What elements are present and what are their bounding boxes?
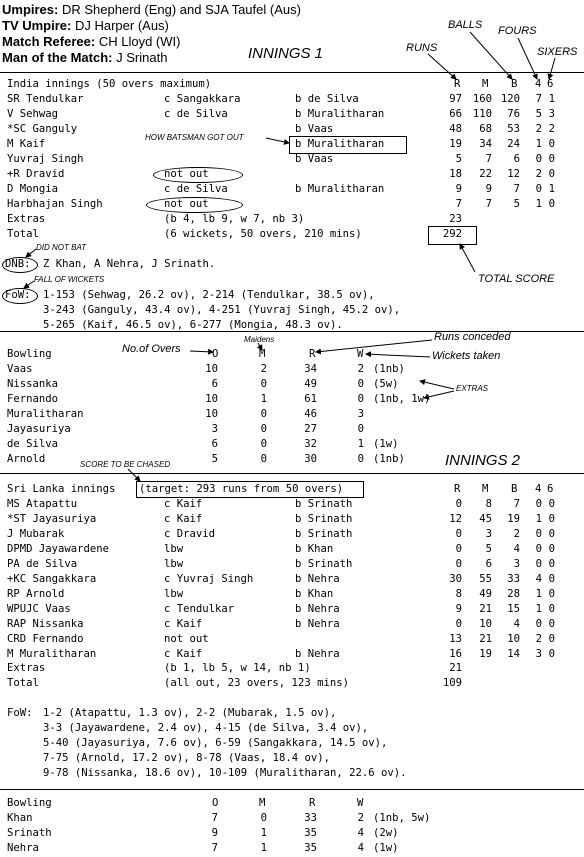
india-sixes: 0: [548, 138, 555, 150]
sl-balls: 2: [513, 528, 520, 540]
sl-bowling-runs: 49: [304, 378, 317, 390]
sl-minutes: 6: [485, 558, 492, 570]
sl-fow-line-4: 7-75 (Arnold, 17.2 ov), 8-78 (Vaas, 18.4 ov),: [43, 752, 331, 764]
balls-annotation: BALLS: [448, 19, 483, 31]
dnb-label: DNB:: [5, 258, 31, 270]
ind-bowling-runs: 35: [304, 842, 317, 854]
india-fours: 7: [535, 93, 542, 105]
maidens-annotation: Maidens: [244, 335, 275, 344]
sl-bowling-bowler-name: Arnold: [7, 453, 46, 465]
umpires-label: Umpires:: [2, 2, 59, 17]
dnb-arrow: [26, 249, 36, 257]
sl-bowling-extras: (5w): [373, 378, 399, 390]
sl-fours: 2: [535, 633, 542, 645]
sixers-arrow: [549, 58, 555, 79]
sl-sixes: 0: [548, 573, 555, 585]
no-of-overs-arrow: [190, 351, 213, 352]
sl-dismissal: c Tendulkar: [164, 603, 235, 615]
sl-bowling-runs: 30: [304, 453, 317, 465]
india-dismissal: c de Silva: [164, 108, 228, 120]
sl-dismissal: lbw: [164, 558, 184, 570]
india-minutes: 34: [479, 138, 492, 150]
sl-sixes: 0: [548, 588, 555, 600]
balls-arrow: [470, 32, 512, 79]
score-to-be-chased-annotation: SCORE TO BE CHASED: [80, 460, 171, 469]
india-runs: 48: [449, 123, 462, 135]
sl-fours: 3: [535, 648, 542, 660]
sl-dismissal: c Kaif: [164, 618, 203, 630]
sl-sixes: 0: [548, 648, 555, 660]
sl-bowler: b Khan: [295, 543, 334, 555]
sl-batsman-name: MS Atapattu: [7, 498, 78, 510]
india-fours: 0: [535, 183, 542, 195]
india-sixes: 0: [548, 168, 555, 180]
extras-arrow-2: [424, 391, 454, 398]
innings1-label: INNINGS 1: [248, 45, 324, 62]
sl-bowling-heading: Bowling: [7, 348, 52, 360]
india-fow-line-2: 3-243 (Ganguly, 43.4 ov), 4-251 (Yuvraj Singh, 45.2 ov),: [43, 304, 401, 316]
india-fow-line-1: 1-153 (Sehwag, 26.2 ov), 2-214 (Tendulkar, 38.5 ov),: [43, 289, 375, 301]
india-runs: 18: [449, 168, 462, 180]
sl-bowling-overs: 10: [205, 393, 218, 405]
sl-extras-label: Extras: [7, 662, 46, 674]
india-bowler: b Vaas: [295, 123, 334, 135]
india-total-label: Total: [7, 228, 39, 240]
sl-batsman-name: J Mubarak: [7, 528, 65, 540]
sl-extras-detail: (b 1, lb 5, w 14, nb 1): [164, 662, 311, 674]
sl-balls: 7: [513, 498, 520, 510]
india-dismissal: c de Silva: [164, 183, 228, 195]
sl-dismissal: c Kaif: [164, 513, 203, 525]
ind-bowling-overs: 9: [211, 827, 218, 839]
ind-bowling-bowler-name: Srinath: [7, 827, 52, 839]
sl-bowling-maidens: 0: [260, 423, 267, 435]
sl-bowling-overs: 5: [211, 453, 218, 465]
india-dismissal: not out: [164, 198, 209, 210]
ind-bowling-bowler-name: Nehra: [7, 842, 39, 854]
ind-bowling-col-r: R: [309, 797, 316, 809]
sl-bowling-runs: 34: [304, 363, 317, 375]
india-batsman-name: +R Dravid: [7, 168, 65, 180]
sl-col-m: M: [482, 483, 489, 495]
sl-batsman-name: M Muralitharan: [7, 648, 97, 660]
india-fours: 5: [535, 108, 542, 120]
india-minutes: 68: [479, 123, 492, 135]
sl-bowling-col-r: R: [309, 348, 316, 360]
india-balls: 76: [507, 108, 520, 120]
india-fours: 0: [535, 153, 542, 165]
india-extras-detail: (b 4, lb 9, w 7, nb 3): [164, 213, 305, 225]
sl-target: (target: 293 runs from 50 overs): [139, 483, 344, 495]
sl-dismissal: lbw: [164, 543, 184, 555]
india-batsman-name: Yuvraj Singh: [7, 153, 84, 165]
sl-bowling-wickets: 3: [357, 408, 364, 420]
sl-bowling-maidens: 0: [260, 453, 267, 465]
india-innings-heading: India innings (50 overs maximum): [7, 78, 212, 90]
india-minutes: 110: [472, 108, 492, 120]
sl-balls: 14: [507, 648, 520, 660]
sl-batsman-name: WPUJC Vaas: [7, 603, 71, 615]
india-col-4: 4: [535, 78, 542, 90]
maidens-arrow: [258, 343, 262, 350]
sl-innings-heading: Sri Lanka innings: [7, 483, 116, 495]
india-runs: 7: [455, 198, 462, 210]
sl-bowling-maidens: 0: [260, 378, 267, 390]
no-of-overs-annotation: No.of Overs: [122, 343, 181, 355]
sl-bowling-col-o: O: [212, 348, 219, 360]
india-minutes: 9: [485, 183, 492, 195]
sl-batsman-name: *ST Jayasuriya: [7, 513, 97, 525]
sl-fours: 0: [535, 528, 542, 540]
sl-minutes: 10: [479, 618, 492, 630]
sl-fours: 1: [535, 588, 542, 600]
score-to-be-chased-arrow: [128, 469, 140, 481]
sl-bowler: b Srinath: [295, 558, 353, 570]
sl-bowler: b Khan: [295, 588, 334, 600]
sl-batsman-name: +KC Sangakkara: [7, 573, 97, 585]
india-batsman-name: SR Tendulkar: [7, 93, 84, 105]
sl-fours: 0: [535, 543, 542, 555]
referee-value: CH Lloyd (WI): [98, 34, 181, 49]
india-bowler: b Vaas: [295, 153, 334, 165]
sl-runs: 30: [449, 573, 462, 585]
ind-bowling-extras: (1nb, 5w): [373, 812, 431, 824]
tv-umpire-value: DJ Harper (Aus): [74, 18, 169, 33]
sl-bowling-extras: (1nb, 1w): [373, 393, 431, 405]
sl-bowler: b Srinath: [295, 513, 353, 525]
sl-minutes: 8: [485, 498, 492, 510]
india-sixes: 3: [548, 108, 555, 120]
india-minutes: 7: [485, 153, 492, 165]
sl-bowling-bowler-name: Muralitharan: [7, 408, 84, 420]
sl-runs: 13: [449, 633, 462, 645]
india-minutes: 22: [479, 168, 492, 180]
india-fours: 2: [535, 123, 542, 135]
ind-bowling-wickets: 2: [357, 812, 364, 824]
sl-fow-line-5: 9-78 (Nissanka, 18.6 ov), 10-109 (Muralitharan, 22.6 ov).: [43, 767, 407, 779]
sl-balls: 19: [507, 513, 520, 525]
sl-dismissal: c Kaif: [164, 648, 203, 660]
india-minutes: 7: [485, 198, 492, 210]
sl-sixes: 0: [548, 513, 555, 525]
india-batsman-name: V Sehwag: [7, 108, 59, 120]
sl-bowling-overs: 10: [205, 408, 218, 420]
runs-conceded-arrow: [316, 340, 432, 352]
motm-label: Man of the Match:: [2, 50, 113, 65]
sl-balls: 4: [513, 618, 520, 630]
india-sixes: 0: [548, 153, 555, 165]
sl-bowling-maidens: 0: [260, 438, 267, 450]
sl-runs: 16: [449, 648, 462, 660]
sl-bowling-runs: 32: [304, 438, 317, 450]
sl-bowling-maidens: 0: [260, 408, 267, 420]
fow-arrow: [24, 281, 34, 288]
ind-bowling-heading: Bowling: [7, 797, 52, 809]
sl-total-detail: (all out, 23 overs, 123 mins): [164, 677, 349, 689]
umpires-value: DR Shepherd (Eng) and SJA Taufel (Aus): [61, 2, 301, 17]
sl-dismissal: c Kaif: [164, 498, 203, 510]
ind-bowling-col-m: M: [259, 797, 266, 809]
sixers-annotation: SIXERS: [537, 46, 578, 58]
india-bowler: b Muralitharan: [295, 138, 385, 150]
sl-bowling-extras: (1nb): [373, 363, 405, 375]
india-batsman-name: Harbhajan Singh: [7, 198, 103, 210]
india-extras-label: Extras: [7, 213, 46, 225]
sl-dismissal: c Yuvraj Singh: [164, 573, 254, 585]
fours-annotation: FOURS: [498, 25, 537, 37]
sl-bowler: b Nehra: [295, 573, 340, 585]
sl-runs: 8: [455, 588, 462, 600]
sl-minutes: 45: [479, 513, 492, 525]
sl-sixes: 0: [548, 633, 555, 645]
tv-umpire-label: TV Umpire:: [2, 18, 72, 33]
india-dismissal: not out: [164, 168, 209, 180]
sl-fours: 1: [535, 513, 542, 525]
sl-bowling-overs: 6: [211, 438, 218, 450]
runs-annotation: RUNS: [406, 42, 438, 54]
sl-col-b: B: [511, 483, 518, 495]
ind-bowling-maidens: 0: [260, 812, 267, 824]
india-sixes: 0: [548, 198, 555, 210]
ind-bowling-maidens: 1: [260, 827, 267, 839]
india-balls: 6: [513, 153, 520, 165]
sl-bowling-runs: 46: [304, 408, 317, 420]
sl-dismissal: c Dravid: [164, 528, 216, 540]
india-fours: 1: [535, 138, 542, 150]
how-out-arrow: [266, 138, 289, 143]
sl-runs: 9: [455, 603, 462, 615]
india-bowler: b Muralitharan: [295, 183, 385, 195]
motm-value: J Srinath: [116, 50, 168, 65]
india-fow-line-3: 5-265 (Kaif, 46.5 ov), 6-277 (Mongia, 48.3 ov).: [43, 319, 343, 331]
india-batsman-name: *SC Ganguly: [7, 123, 78, 135]
india-fow-label: FoW:: [5, 289, 31, 301]
india-batsman-name: D Mongia: [7, 183, 59, 195]
sl-runs: 12: [449, 513, 462, 525]
ind-bowling-bowler-name: Khan: [7, 812, 33, 824]
sl-fours: 4: [535, 573, 542, 585]
sl-fours: 1: [535, 603, 542, 615]
ind-bowling-runs: 35: [304, 827, 317, 839]
india-runs: 5: [455, 153, 462, 165]
ind-bowling-col-w: W: [357, 797, 364, 809]
india-runs: 97: [449, 93, 462, 105]
ind-bowling-overs: 7: [211, 842, 218, 854]
ind-bowling-overs: 7: [211, 812, 218, 824]
sl-sixes: 0: [548, 618, 555, 630]
extras-annotation: EXTRAS: [456, 384, 489, 393]
how-out-annotation: HOW BATSMAN GOT OUT: [145, 133, 244, 142]
sl-bowling-maidens: 2: [260, 363, 267, 375]
sl-runs: 0: [455, 543, 462, 555]
india-sixes: 1: [548, 183, 555, 195]
india-runs: 19: [449, 138, 462, 150]
sl-bowling-bowler-name: Vaas: [7, 363, 33, 375]
sl-sixes: 0: [548, 528, 555, 540]
india-runs: 9: [455, 183, 462, 195]
total-score-annotation: TOTAL SCORE: [478, 273, 555, 285]
sl-col-r: R: [454, 483, 461, 495]
sl-bowling-bowler-name: Jayasuriya: [7, 423, 71, 435]
india-balls: 120: [500, 93, 520, 105]
sl-batsman-name: DPMD Jayawardene: [7, 543, 110, 555]
india-runs: 66: [449, 108, 462, 120]
sl-sixes: 0: [548, 558, 555, 570]
fours-arrow: [518, 38, 537, 79]
ind-bowling-extras: (1w): [373, 842, 399, 854]
sl-minutes: 5: [485, 543, 492, 555]
sl-bowling-extras: (1nb): [373, 453, 405, 465]
sl-bowling-col-w: W: [357, 348, 364, 360]
sl-runs: 0: [455, 558, 462, 570]
extras-arrow-1: [420, 381, 454, 389]
sl-bowling-wickets: 0: [357, 453, 364, 465]
sl-runs: 0: [455, 618, 462, 630]
india-fours: 1: [535, 198, 542, 210]
sl-batsman-name: CRD Fernando: [7, 633, 84, 645]
sl-total-value: 109: [442, 677, 462, 689]
sl-batsman-name: RAP Nissanka: [7, 618, 84, 630]
sl-bowling-wickets: 2: [357, 363, 364, 375]
runs-arrow: [428, 54, 456, 79]
sl-minutes: 21: [479, 603, 492, 615]
sl-bowler: b Nehra: [295, 603, 340, 615]
sl-bowling-wickets: 0: [357, 378, 364, 390]
india-total-detail: (6 wickets, 50 overs, 210 mins): [164, 228, 362, 240]
sl-bowling-bowler-name: de Silva: [7, 438, 59, 450]
india-fours: 2: [535, 168, 542, 180]
india-sixes: 1: [548, 93, 555, 105]
ind-bowling-wickets: 4: [357, 827, 364, 839]
sl-dismissal: lbw: [164, 588, 184, 600]
india-balls: 7: [513, 183, 520, 195]
sl-minutes: 55: [479, 573, 492, 585]
india-dismissal: c Sangakkara: [164, 93, 241, 105]
sl-balls: 33: [507, 573, 520, 585]
sl-bowler: b Nehra: [295, 648, 340, 660]
wickets-taken-annotation: Wickets taken: [432, 350, 501, 362]
sl-extras-value: 21: [449, 662, 462, 674]
sl-total-label: Total: [7, 677, 39, 689]
sl-minutes: 19: [479, 648, 492, 660]
sl-balls: 15: [507, 603, 520, 615]
sl-bowling-wickets: 1: [357, 438, 364, 450]
sl-bowling-overs: 6: [211, 378, 218, 390]
sl-minutes: 49: [479, 588, 492, 600]
ind-bowling-runs: 33: [304, 812, 317, 824]
sl-fow-line-2: 3-3 (Jayawardene, 2.4 ov), 4-15 (de Silva, 3.4 ov),: [43, 722, 369, 734]
india-balls: 53: [507, 123, 520, 135]
india-col-r: R: [454, 78, 461, 90]
sl-fow-line-1: 1-2 (Atapattu, 1.3 ov), 2-2 (Mubarak, 1.5 ov),: [43, 707, 337, 719]
sl-col-6: 6: [547, 483, 554, 495]
referee-label: Match Referee:: [2, 34, 96, 49]
india-col-m: M: [482, 78, 489, 90]
india-bowler: b de Silva: [295, 93, 359, 105]
india-balls: 5: [513, 198, 520, 210]
sl-bowler: b Nehra: [295, 618, 340, 630]
sl-batsman-name: PA de Silva: [7, 558, 78, 570]
india-balls: 24: [507, 138, 520, 150]
india-bowler: b Muralitharan: [295, 108, 385, 120]
sl-sixes: 0: [548, 543, 555, 555]
sl-balls: 28: [507, 588, 520, 600]
sl-batsman-name: RP Arnold: [7, 588, 65, 600]
sl-bowler: b Srinath: [295, 528, 353, 540]
sl-col-4: 4: [535, 483, 542, 495]
did-not-bat-annotation: DID NOT BAT: [36, 243, 87, 252]
sl-balls: 10: [507, 633, 520, 645]
sl-fow-line-3: 5-40 (Jayasuriya, 7.6 ov), 6-59 (Sangakkara, 14.5 ov),: [43, 737, 388, 749]
india-balls: 12: [507, 168, 520, 180]
dnb-value: Z Khan, A Nehra, J Srinath.: [43, 258, 216, 270]
ind-bowling-maidens: 1: [260, 842, 267, 854]
sl-bowling-bowler-name: Fernando: [7, 393, 59, 405]
sl-bowling-runs: 27: [304, 423, 317, 435]
sl-minutes: 3: [485, 528, 492, 540]
sl-runs: 0: [455, 498, 462, 510]
india-total-value: 292: [442, 228, 462, 240]
sl-fours: 0: [535, 618, 542, 630]
sl-runs: 0: [455, 528, 462, 540]
sl-fours: 0: [535, 498, 542, 510]
sl-balls: 3: [513, 558, 520, 570]
ind-bowling-extras: (2w): [373, 827, 399, 839]
sl-sixes: 0: [548, 603, 555, 615]
india-col-b: B: [511, 78, 518, 90]
total-score-arrow: [460, 244, 475, 272]
wickets-taken-arrow: [366, 354, 430, 357]
india-col-6: 6: [547, 78, 554, 90]
runs-conceded-annotation: Runs conceded: [434, 331, 511, 343]
sl-bowling-wickets: 0: [357, 423, 364, 435]
sl-bowling-runs: 61: [304, 393, 317, 405]
sl-bowling-maidens: 1: [260, 393, 267, 405]
ind-bowling-wickets: 4: [357, 842, 364, 854]
ind-bowling-col-o: O: [212, 797, 219, 809]
india-sixes: 2: [548, 123, 555, 135]
sl-fours: 0: [535, 558, 542, 570]
innings2-label: INNINGS 2: [445, 452, 521, 469]
fall-of-wickets-annotation: FALL OF WICKETS: [34, 275, 105, 284]
sl-bowling-bowler-name: Nissanka: [7, 378, 59, 390]
india-minutes: 160: [472, 93, 492, 105]
india-extras-value: 23: [449, 213, 462, 225]
sl-minutes: 21: [479, 633, 492, 645]
sl-bowler: b Srinath: [295, 498, 353, 510]
sl-balls: 4: [513, 543, 520, 555]
sl-dismissal: not out: [164, 633, 209, 645]
india-batsman-name: M Kaif: [7, 138, 46, 150]
sl-bowling-overs: 10: [205, 363, 218, 375]
sl-bowling-wickets: 0: [357, 393, 364, 405]
sl-fow-label: FoW:: [7, 707, 33, 719]
sl-bowling-col-m: M: [259, 348, 266, 360]
sl-sixes: 0: [548, 498, 555, 510]
sl-bowling-overs: 3: [211, 423, 218, 435]
sl-bowling-extras: (1w): [373, 438, 399, 450]
